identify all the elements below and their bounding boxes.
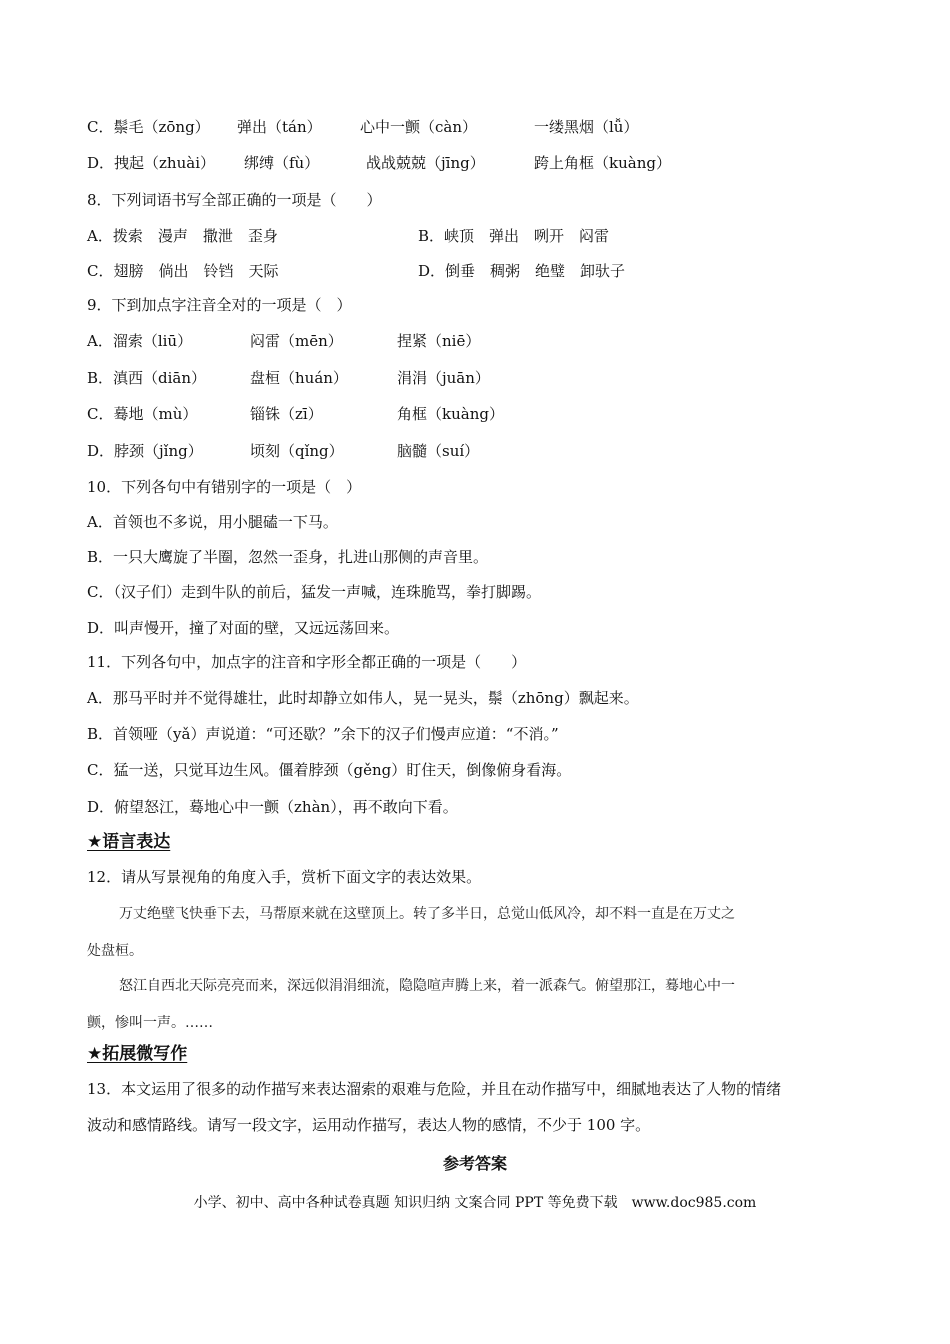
q7-c-item: 弹出（tán） — [237, 118, 322, 136]
q8-option-c: C．翅膀 倘出 铃铛 天际 — [87, 262, 279, 280]
q12-stem: 12．请从写景视角的角度入手，赏析下面文字的表达效果。 — [87, 868, 482, 886]
q8-option-b: B．峡顶 弹出 咧开 闷雷 — [418, 227, 610, 245]
q13-line: 波动和感情路线。请写一段文字，运用动作描写，表达人物的感情，不少于 100 字。 — [87, 1116, 651, 1134]
q11-option-c: C．猛一送，只觉耳边生风。僵着脖颈（gěng）盯住天，倒像俯身看海。 — [87, 761, 572, 779]
q12-passage-line: 怒江自西北天际亮亮而来，深远似涓涓细流，隐隐喧声腾上来，着一派森气。俯望那江，蓦地心中一 — [119, 978, 735, 994]
q9-item: 盘桓（huán） — [250, 369, 348, 387]
section-heading-language: ★语言表达 — [87, 832, 171, 852]
q7-d-item: D．拽起（zhuài） — [87, 154, 215, 172]
q7-c-item: 一缕黑烟（lǚ） — [534, 118, 639, 136]
q9-item: 涓涓（juān） — [397, 369, 490, 387]
q8-stem: 8．下列词语书写全部正确的一项是（ ） — [87, 191, 382, 209]
q7-c-item: C．鬃毛（zōng） — [87, 118, 210, 136]
q12-passage-line: 颤，惨叫一声。…… — [87, 1015, 213, 1031]
page-footer: 小学、初中、高中各种试卷真题 知识归纳 文案合同 PPT 等免费下载 www.doc985.com — [193, 1195, 757, 1211]
q9-item: 锱铢（zī） — [250, 405, 323, 423]
q11-option-d: D．俯望怒江，蓦地心中一颤（zhàn），再不敢向下看。 — [87, 798, 458, 816]
q9-item: 脑髓（suí） — [397, 442, 480, 460]
section-heading-writing: ★拓展微写作 — [87, 1044, 188, 1064]
q8-option-d: D．倒垂 稠粥 绝璧 卸驮子 — [418, 262, 626, 280]
q8-option-a: A．拨索 漫声 撒泄 歪身 — [87, 227, 278, 245]
q7-d-item: 战战兢兢（jīng） — [366, 154, 485, 172]
q11-option-a: A．那马平时并不觉得雄壮，此时却静立如伟人，晃一晃头，鬃（zhōng）飘起来。 — [87, 689, 639, 707]
answer-title: 参考答案 — [442, 1154, 507, 1173]
q10-option-d: D．叫声慢开，撞了对面的壁，又远远荡回来。 — [87, 619, 400, 637]
q12-passage-line: 万丈绝壁飞快垂下去，马帮原来就在这壁顶上。转了多半日，总觉山低风冷，却不料一直是在万丈之 — [119, 906, 735, 922]
q9-stem: 9．下到加点字注音全对的一项是（ ） — [87, 296, 352, 314]
q11-option-b: B．首领哑（yǎ）声说道：“可还歇？”余下的汉子们慢声应道：“不消。” — [87, 725, 559, 743]
q7-d-item: 跨上角框（kuàng） — [534, 154, 671, 172]
q7-d-item: 绑缚（fù） — [244, 154, 320, 172]
q7-c-item: 心中一颤（càn） — [360, 118, 478, 136]
q9-item: 闷雷（mēn） — [250, 332, 343, 350]
q9-item: B．滇西（diān） — [87, 369, 207, 387]
q9-item: 角框（kuàng） — [397, 405, 504, 423]
q13-line: 13．本文运用了很多的动作描写来表达溜索的艰难与危险，并且在动作描写中，细腻地表达了人物的情绪 — [87, 1080, 782, 1098]
q9-item: D．脖颈（jǐng） — [87, 442, 203, 460]
q10-stem: 10．下列各句中有错别字的一项是（ ） — [87, 478, 362, 496]
q10-option-a: A．首领也不多说，用小腿磕一下马。 — [87, 513, 338, 531]
q10-option-c: C．（汉子们）走到牛队的前后，猛发一声喊，连珠脆骂，拳打脚踢。 — [87, 583, 541, 601]
q10-option-b: B．一只大鹰旋了半圈，忽然一歪身，扎进山那侧的声音里。 — [87, 548, 489, 566]
q9-item: C．蓦地（mù） — [87, 405, 198, 423]
q12-passage-line: 处盘桓。 — [87, 943, 143, 959]
q9-item: A．溜索（liū） — [87, 332, 193, 350]
q9-item: 顷刻（qǐng） — [250, 442, 344, 460]
q11-stem: 11．下列各句中，加点字的注音和字形全都正确的一项是（ ） — [87, 653, 527, 671]
q9-item: 捏紧（niē） — [397, 332, 481, 350]
